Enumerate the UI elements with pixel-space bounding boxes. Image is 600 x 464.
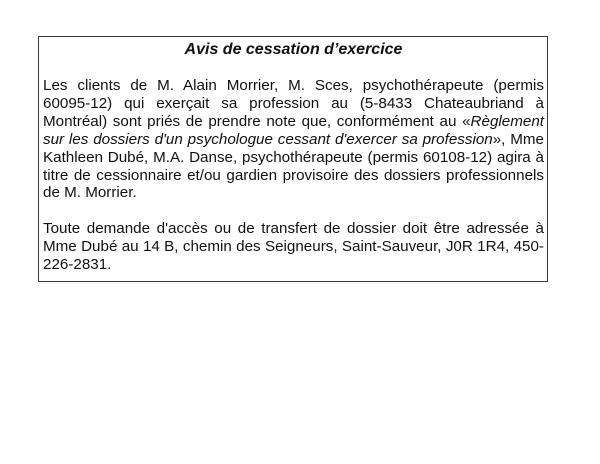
notice-title: Avis de cessation d’exercice bbox=[184, 41, 403, 58]
clients-text: Les clients de M. Alain Morrier, M. Sces, psychothérapeute (permis 60095-12) qui exerçait sa profession au (5-8433 Chateaubriand à Montréal) sont priés de prendre note que, conformément au « bbox=[43, 77, 544, 130]
regulation-title: Règlement sur les dossiers d'un psychologue cessant d'exercer sa profession bbox=[43, 112, 544, 148]
custodian-text: », Mme Kathleen Dubé, M.A. Danse, psychothérapeute (permis 60108-12) agira à titre de cessionnaire et/ou gardien provisoire des dossiers professionnels de M. Morrier. bbox=[43, 130, 544, 202]
notice-paragraph-requests: Toute demande d'accès ou de transfert de dossier doit être adressée à Mme Dubé au 14 B, chemin des Seigneurs, Saint-Sauveur, J0R 1R4, 450-226-2831. bbox=[43, 220, 544, 274]
notice-paragraph-clients bbox=[43, 77, 544, 202]
notice-box bbox=[38, 36, 548, 282]
